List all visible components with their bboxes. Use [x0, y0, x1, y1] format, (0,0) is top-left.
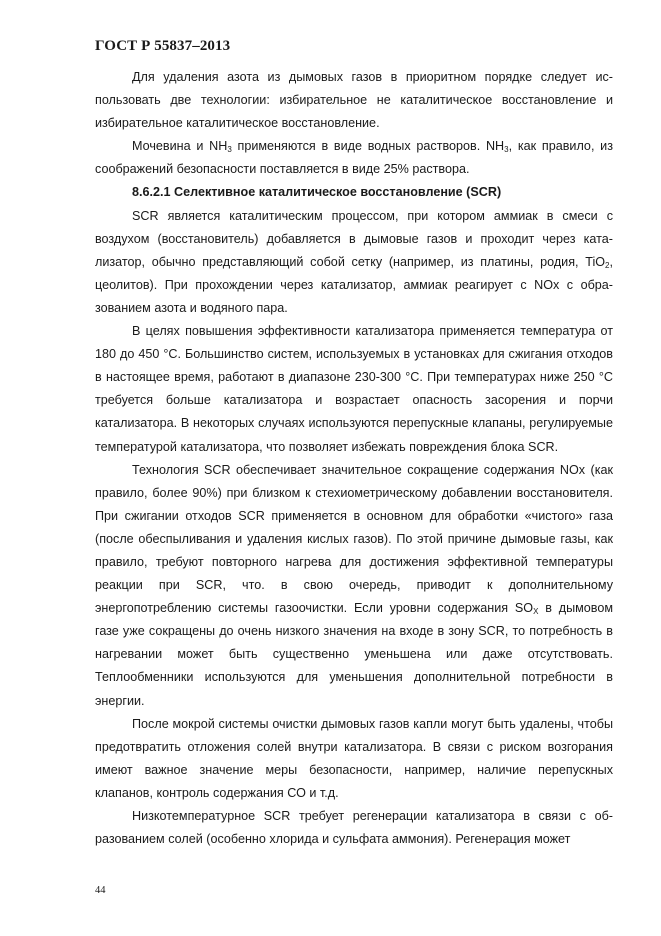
paragraph-nitrogen-removal: [95, 66, 613, 135]
paragraph-urea-ammonia: [95, 135, 613, 181]
paragraph-text: в дымовом газе уже сокращены до очень низкого значения на входе в зону SCR, то потребность в нагревании может быть существенно уменьшена или даже отсутствовать. Теплообменники используются для уменьшения дополнительной потребности в энергии.: [95, 601, 614, 708]
paragraph-text: SCR является каталитическим процессом, при котором аммиак в смеси с воздухом (восстановитель) добавляется в дымовые газов и проходит через катализатор, обычно представляющий собой сетку (например, из платины, родия, TiO: [95, 208, 613, 269]
document-body: [95, 66, 613, 851]
paragraph-text: В целях повышения эффективности катализатора применяется температура от 180 до 450 °С. Большинство систем, используемых в установках для сжигания отходов в настоящее время, работают в диапазоне 230-300 °С. При температурах ниже 250 °С требуется больше катализатора и возрастает опасность засорения и порчи катализатора. В некоторых случаях используются перепускные клапаны, регулируемые температурой катализатора, что позволяет избежать повреждения блока SCR.: [95, 324, 613, 454]
paragraph-text: Для удаления азота из дымовых газов в приоритном порядке следует использовать две технологии: избирательное не каталитическое восстановление и избирательное каталитическое восстановление.: [95, 70, 613, 131]
section-heading: 8.6.2.1 Селективное каталитическое восстановление (SCR): [132, 185, 502, 200]
paragraph-scr-definition: [95, 205, 613, 320]
subscript: 2: [605, 260, 610, 270]
paragraph-text: Мочевина и NH: [132, 139, 228, 154]
paragraph-text: Технология SCR обеспечивает значительное сокращение содержания NOx (как правило, более 90%) при близком к стехиометрическому добавлении восстановителя. При сжигании отходов SCR применяется в основном для обработки «чистого» газа (после обеспыливания и удаления кислых газов). По этой причине дымовые газы, как правило, требуют повторного нагрева для достижения эффективной температуры реакции при SCR, что. в свою очередь, приводит к дополнительному энергопотреблению системы газоочистки. Если уровни содержания SO: [95, 462, 613, 616]
subscript: 3: [504, 145, 509, 155]
paragraph-text: применяются в виде водных растворов. NH: [231, 139, 505, 154]
paragraph-text: , как правило, из соображений безопасности поставляется в виде 25% раствора.: [95, 139, 613, 177]
paragraph-low-temp-scr: [95, 805, 613, 851]
paragraph-scr-technology: [95, 459, 613, 713]
page-number: 44: [95, 885, 106, 896]
subscript: 3: [227, 145, 232, 155]
subscript: X: [533, 607, 539, 617]
document-header: ГОСТ Р 55837–2013: [95, 38, 231, 54]
paragraph-text: Низкотемпературное SCR требует регенерации катализатора в связи с образованием солей (особенно хлорида и сульфата аммония). Регенерация может: [95, 809, 613, 847]
paragraph-text: После мокрой системы очистки дымовых газов капли могут быть удалены, чтобы предотвратить отложения солей внутри катализатора. В связи с риском возгорания имеют важное значение меры безопасности, например, наличие перепускных клапанов, контроль содержания СО и т.д.: [95, 716, 613, 800]
paragraph-temperature: [95, 320, 613, 459]
paragraph-wet-cleaning: [95, 713, 613, 805]
paragraph-text: , цеолитов). При прохождении через катализатор, аммиак реагирует с NOx с образованием азота и водяного пара.: [95, 254, 613, 315]
